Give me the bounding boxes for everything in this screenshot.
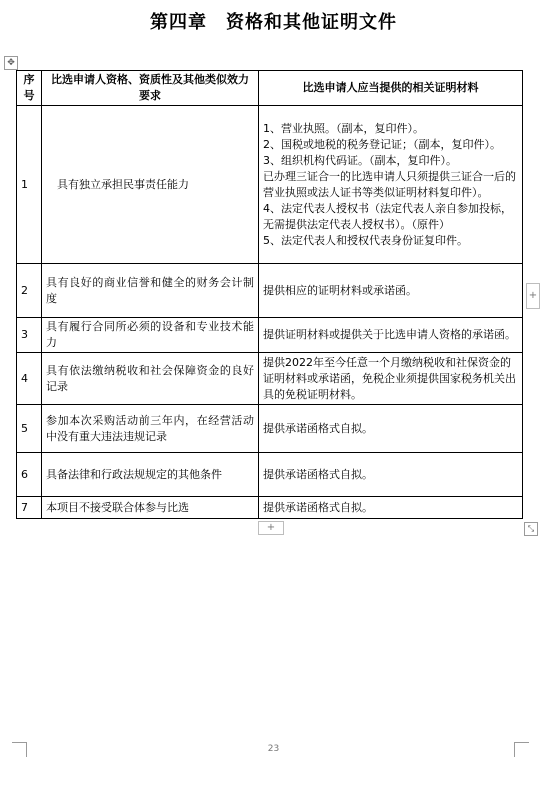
header-documents: 比选申请人应当提供的相关证明材料 <box>259 71 523 106</box>
row-seq: 2 <box>17 264 42 318</box>
doc-line: 4、法定代表人授权书（法定代表人亲自参加投标，无需提供法定代表人授权书）。（原件） <box>263 201 512 231</box>
doc-line: 3、组织机构代码证。（副本，复印件）。 <box>263 153 457 167</box>
row-documents <box>259 106 523 264</box>
row-documents: 提供承诺函格式自拟。 <box>259 453 523 497</box>
table-row <box>17 497 523 519</box>
header-requirement: 比选申请人资格、资质性及其他类似效力要求 <box>42 71 259 106</box>
row-seq: 3 <box>17 318 42 353</box>
table-row <box>17 106 523 264</box>
table-row <box>17 318 523 353</box>
row-requirement: 具有依法缴纳税收和社会保障资金的良好记录 <box>42 353 259 405</box>
row-documents: 提供承诺函格式自拟。 <box>259 405 523 453</box>
row-requirement: 具有良好的商业信誉和健全的财务会计制度 <box>42 264 259 318</box>
doc-line: 5、法定代表人和授权代表身份证复印件。 <box>263 233 468 247</box>
row-seq: 5 <box>17 405 42 453</box>
row-seq: 4 <box>17 353 42 405</box>
row-documents: 提供2022年至今任意一个月缴纳税收和社保资金的证明材料或承诺函，免税企业须提供国家税务机关出具的免税证明材料。 <box>259 353 523 405</box>
add-column-button[interactable] <box>526 283 540 309</box>
add-row-button[interactable] <box>258 521 284 535</box>
table-row <box>17 405 523 453</box>
row-seq: 6 <box>17 453 42 497</box>
row-documents: 提供相应的证明材料或承诺函。 <box>259 264 523 318</box>
page-number: 23 <box>267 744 280 754</box>
row-requirement: 具备法律和行政法规规定的其他条件 <box>42 453 259 497</box>
row-documents: 提供承诺函格式自拟。 <box>259 497 523 519</box>
header-seq: 序号 <box>17 71 42 106</box>
table-row <box>17 264 523 318</box>
row-documents: 提供证明材料或提供关于比选申请人资格的承诺函。 <box>259 318 523 353</box>
requirements-table <box>16 70 523 519</box>
plus-icon: + <box>528 290 538 301</box>
move-icon: ✥ <box>7 58 15 68</box>
row-requirement: 本项目不接受联合体参与比选 <box>42 497 259 519</box>
doc-line: 已办理三证合一的比选申请人只须提供三证合一后的营业执照或法人证书等类似证明材料复印件）。 <box>263 169 516 199</box>
row-requirement: 具有独立承担民事责任能力 <box>42 106 259 264</box>
row-seq: 7 <box>17 497 42 519</box>
table-move-handle[interactable] <box>4 56 18 70</box>
row-requirement: 具有履行合同所必须的设备和专业技术能力 <box>42 318 259 353</box>
row-seq: 1 <box>17 106 42 264</box>
resize-icon: ⤡ <box>527 524 535 533</box>
row-requirement: 参加本次采购活动前三年内，在经营活动中没有重大违法违规记录 <box>42 405 259 453</box>
table-resize-handle[interactable] <box>524 522 538 536</box>
table-row <box>17 353 523 405</box>
plus-icon: + <box>266 522 276 533</box>
doc-line: 2、国税或地税的税务登记证；（副本，复印件）。 <box>263 137 501 151</box>
table-header-row <box>17 71 523 106</box>
doc-line: 1、营业执照。（副本，复印件）。 <box>263 121 424 135</box>
table-row <box>17 453 523 497</box>
page-title: 第四章 资格和其他证明文件 <box>150 12 397 33</box>
